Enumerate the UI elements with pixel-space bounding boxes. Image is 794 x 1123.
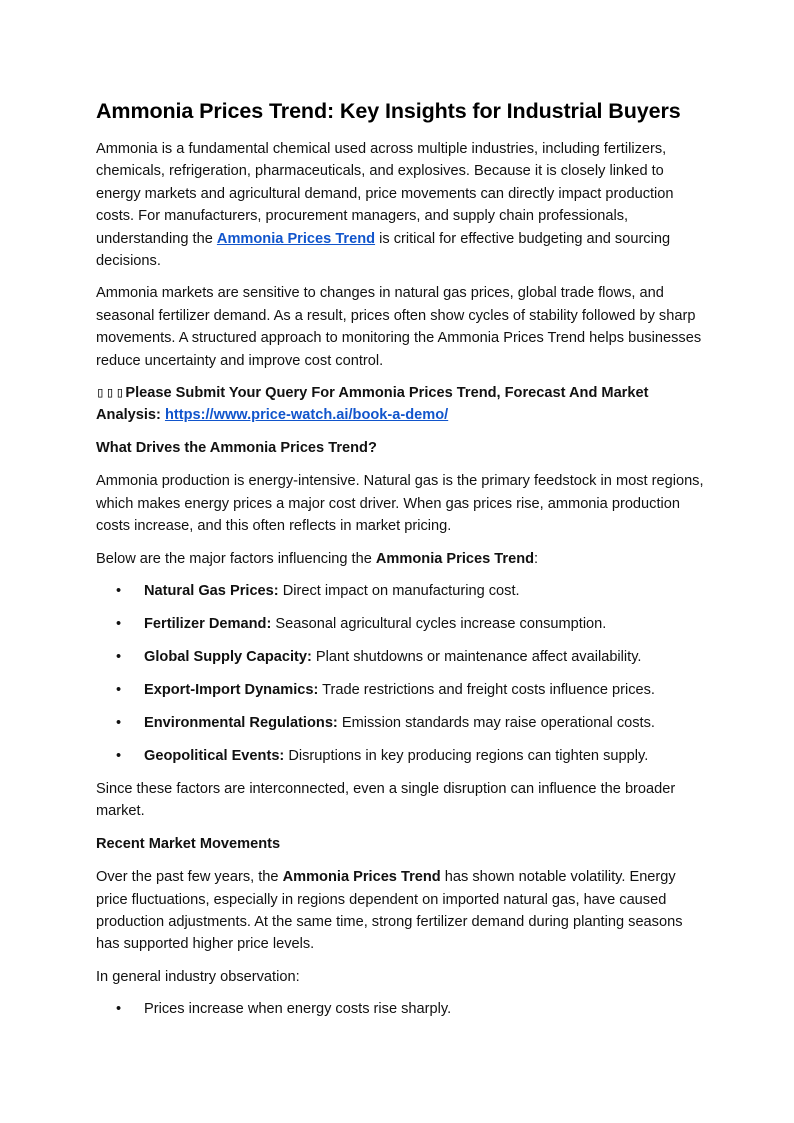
factor-label: Natural Gas Prices: (144, 582, 279, 599)
factor-text: Direct impact on manufacturing cost. (278, 582, 520, 599)
bullet-icon: • (116, 1001, 122, 1018)
recent-text-before: Over the past few years, the (96, 869, 283, 886)
bullet-icon: • (116, 681, 122, 698)
list-item (116, 745, 704, 767)
bullet-icon: • (116, 648, 122, 665)
factor-label: Export-Import Dynamics: (144, 681, 319, 698)
query-cta (96, 382, 704, 427)
book-demo-link[interactable]: https://www.price-watch.ai/book-a-demo/ (164, 407, 449, 424)
factor-text: Emission standards may raise operational costs. (337, 714, 655, 731)
recent-text-bold: Ammonia Prices Trend (282, 869, 441, 886)
bullet-icon: • (116, 615, 122, 632)
intro-text-after: is critical for effective budgeting and sourcing decisions. (96, 230, 671, 270)
factors-lead-colon: : (534, 550, 539, 567)
placeholder-glyph-icons: ▯▯▯ (96, 384, 126, 402)
recent-text-after: has shown notable volatility. Energy price fluctuations, especially in regions dependent on imported natural gas, have caused production adjustments. At the same time, strong fertilizer demand during planting seasons has supported higher price levels. (96, 869, 683, 953)
section-heading-recent: Recent Market Movements (96, 835, 281, 852)
cta-text: Please Submit Your Query For Ammonia Prices Trend, Forecast And Market Analysis: (96, 385, 649, 424)
factors-list (96, 580, 704, 767)
factor-label: Environmental Regulations: (144, 714, 338, 731)
factor-label: Geopolitical Events: (144, 747, 285, 764)
factor-text: Trade restrictions and freight costs influence prices. (318, 681, 655, 698)
bullet-icon: • (116, 747, 122, 764)
factor-text: Disruptions in key producing regions can tighten supply. (284, 747, 649, 764)
bullet-icon: • (116, 582, 122, 599)
page-title: Ammonia Prices Trend: Key Insights for Industrial Buyers (96, 99, 681, 123)
intro-text-before: Ammonia is a fundamental chemical used across multiple industries, including fertilizers, chemicals, refrigeration, pharmaceuticals, and explosives. Because it is closely linked to energy markets and agricultural demand, price movements can directly impact production costs. For manufacturers, procurement managers, and supply chain professionals, understanding the (96, 141, 674, 247)
list-item (116, 998, 704, 1020)
drivers-paragraph: Ammonia production is energy-intensive. Natural gas is the primary feedstock in most regions, which makes energy prices a major cost driver. When gas prices rise, ammonia production costs increase, and this often reflects in market pricing. (96, 473, 704, 535)
factors-lead (96, 548, 704, 570)
observations-list (96, 998, 704, 1020)
list-item (116, 613, 704, 635)
list-item (116, 580, 704, 602)
document-page (96, 96, 704, 1031)
section-heading-drivers: What Drives the Ammonia Prices Trend? (96, 439, 377, 456)
factor-label: Fertilizer Demand: (144, 615, 272, 632)
observation-text: Prices increase when energy costs rise sharply. (144, 1001, 452, 1018)
bullet-icon: • (116, 714, 122, 731)
list-item (116, 646, 704, 668)
recent-paragraph (96, 866, 704, 956)
factors-lead-text: Below are the major factors influencing the (96, 550, 376, 567)
list-item (116, 679, 704, 701)
factor-text: Seasonal agricultural cycles increase consumption. (271, 615, 607, 632)
ammonia-prices-trend-link[interactable]: Ammonia Prices Trend (216, 230, 376, 247)
market-sensitivity-paragraph: Ammonia markets are sensitive to changes in natural gas prices, global trade flows, and seasonal fertilizer demand. As a result, prices often show cycles of stability followed by sharp movements. A structured approach to monitoring the Ammonia Prices Trend helps businesses reduce uncertainty and improve cost control. (96, 285, 702, 369)
factor-label: Global Supply Capacity: (144, 648, 312, 665)
factors-lead-bold: Ammonia Prices Trend (375, 550, 535, 567)
factor-text: Plant shutdowns or maintenance affect availability. (311, 648, 642, 665)
intro-paragraph (96, 138, 704, 272)
observation-lead: In general industry observation: (96, 968, 300, 985)
factors-closing: Since these factors are interconnected, even a single disruption can influence the broader market. (96, 780, 676, 820)
list-item (116, 712, 704, 734)
